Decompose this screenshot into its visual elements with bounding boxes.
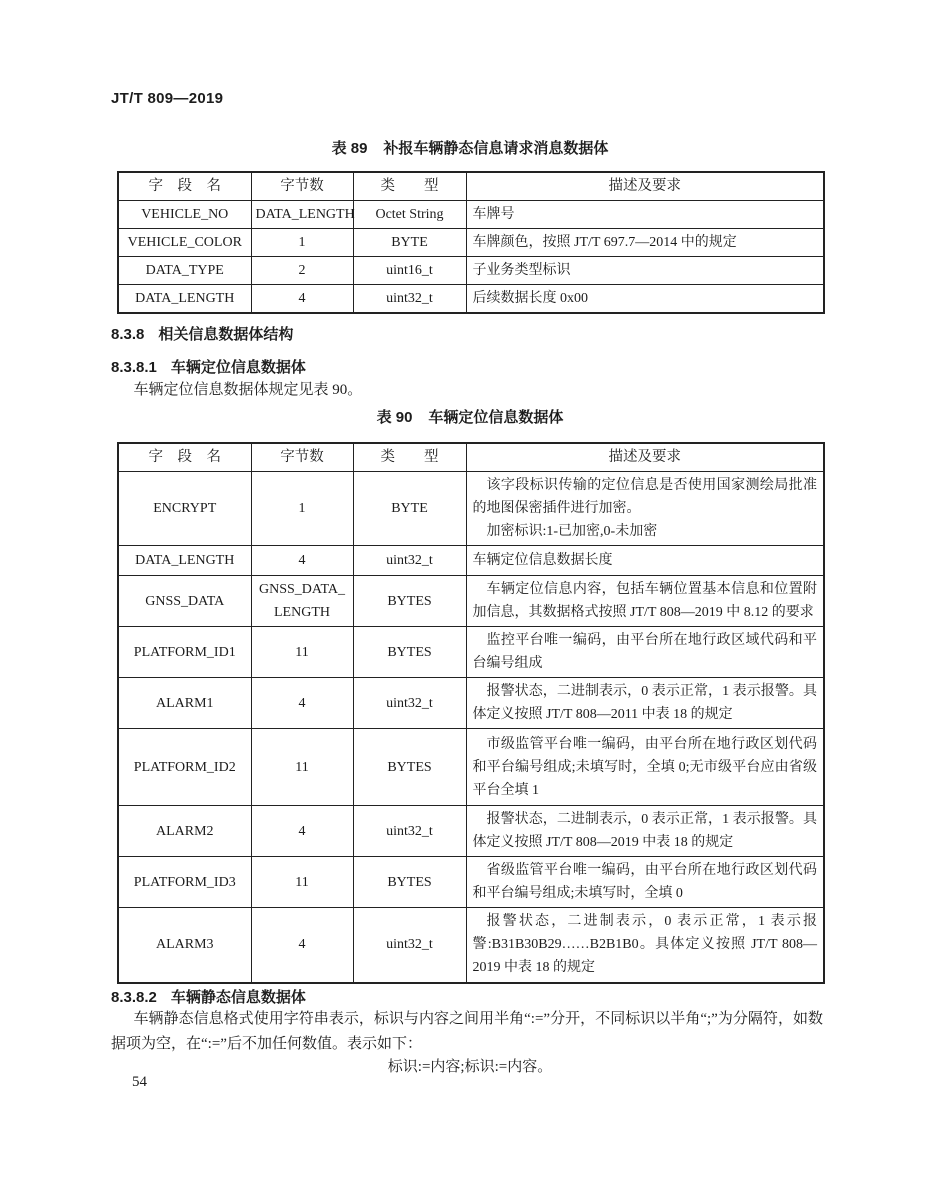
desc-text: 车牌号	[472, 207, 515, 222]
cell-desc	[466, 285, 824, 314]
cell-desc	[466, 229, 824, 257]
desc-text: 报警状态，二进制表示，0 表示正常，1 表示报警。具体定义按照 JT/T 808—2019 中表 18 的规定	[472, 812, 817, 850]
table-row	[118, 806, 824, 857]
section-heading-8381	[111, 356, 306, 377]
table-row	[118, 857, 824, 908]
header-bytes: 字节数	[251, 172, 353, 201]
header-field: 字 段 名	[118, 172, 251, 201]
cell-desc	[466, 857, 824, 908]
cell-type: BYTES	[353, 576, 466, 627]
cell-type: BYTES	[353, 627, 466, 678]
section-title: 相关信息数据体结构	[158, 326, 294, 343]
cell-bytes: 4	[251, 678, 353, 729]
header-type: 类 型	[353, 443, 466, 472]
table-row	[118, 285, 824, 314]
table-row	[118, 729, 824, 806]
cell-bytes: 4	[251, 806, 353, 857]
cell-field: PLATFORM_ID3	[118, 857, 251, 908]
cell-desc	[466, 576, 824, 627]
cell-type: BYTE	[353, 229, 466, 257]
cell-type: uint32_t	[353, 678, 466, 729]
cell-type: uint32_t	[353, 908, 466, 983]
header-desc: 描述及要求	[466, 443, 824, 472]
cell-field: ALARM2	[118, 806, 251, 857]
cell-desc	[466, 678, 824, 729]
cell-desc	[466, 627, 824, 678]
table-90-caption	[0, 406, 940, 427]
table-header-row	[118, 443, 824, 472]
section-number: 8.3.8.1	[111, 359, 157, 376]
desc-text: 车辆定位信息数据长度	[472, 553, 613, 568]
desc-text: 车辆定位信息内容，包括车辆位置基本信息和位置附加信息，其数据格式按照 JT/T 808—2019 中 8.12 的要求	[472, 582, 817, 620]
cell-field: ALARM1	[118, 678, 251, 729]
desc-text: 后续数据长度 0x00	[472, 291, 588, 306]
header-bytes: 字节数	[251, 443, 353, 472]
section-heading-838	[111, 323, 293, 344]
section-8382-body: 车辆静态信息格式使用字符串表示，标识与内容之间用半角“:=”分开，不同标识以半角“;”为分隔符，如数据项为空，在“:=”后不加任何数值。表示如下：	[111, 1011, 823, 1052]
desc-text: 车牌颜色，按照 JT/T 697.7—2014 中的规定	[472, 235, 737, 250]
cell-type: BYTE	[353, 472, 466, 546]
table-89-caption-title: 补报车辆静态信息请求消息数据体	[383, 140, 609, 157]
table-row	[118, 546, 824, 576]
header-field: 字 段 名	[118, 443, 251, 472]
section-title: 车辆定位信息数据体	[170, 359, 306, 376]
identifier-content-formula: 标识:=内容;标识:=内容。	[387, 1059, 553, 1075]
section-title: 车辆静态信息数据体	[170, 989, 306, 1006]
cell-type: uint32_t	[353, 285, 466, 314]
table-89	[117, 171, 825, 314]
cell-bytes: 11	[251, 729, 353, 806]
cell-field: PLATFORM_ID2	[118, 729, 251, 806]
cell-bytes: 1	[251, 472, 353, 546]
table-row	[118, 201, 824, 229]
desc-text: 子业务类型标识	[472, 263, 571, 278]
cell-bytes: GNSS_DATA_ LENGTH	[251, 576, 353, 627]
cell-bytes: 11	[251, 857, 353, 908]
desc-text: 报警状态，二进制表示，0 表示正常，1 表示报警。具体定义按照 JT/T 808—2011 中表 18 的规定	[472, 684, 817, 722]
desc-text: 该字段标识传输的定位信息是否使用国家测绘局批准的地图保密插件进行加密。	[472, 478, 817, 516]
table-row	[118, 678, 824, 729]
desc-text: 监控平台唯一编码，由平台所在地行政区域代码和平台编号组成	[472, 633, 817, 671]
cell-field: VEHICLE_COLOR	[118, 229, 251, 257]
cell-bytes: 2	[251, 257, 353, 285]
section-number: 8.3.8	[111, 326, 145, 343]
cell-bytes: 4	[251, 546, 353, 576]
cell-desc	[466, 201, 824, 229]
cell-field: VEHICLE_NO	[118, 201, 251, 229]
desc-text: 报警状态，二进制表示，0 表示正常，1 表示报警:B31B30B29……B2B1B0。具体定义按照 JT/T 808—2019 中表 18 的规定	[472, 914, 817, 976]
table-row	[118, 576, 824, 627]
table-row	[118, 472, 824, 546]
section-heading-8382	[111, 986, 306, 1007]
cell-field: DATA_TYPE	[118, 257, 251, 285]
table-89-caption-label: 表 89	[331, 140, 368, 157]
cell-field: GNSS_DATA	[118, 576, 251, 627]
cell-type: BYTES	[353, 729, 466, 806]
desc-text: 市级监管平台唯一编码，由平台所在地行政区划代码和平台编号组成;未填写时，全填 0;无市级平台应由省级平台全填 1	[472, 736, 817, 798]
desc-text: 加密标识:1-已加密,0-未加密	[486, 524, 658, 539]
cell-field: ALARM3	[118, 908, 251, 983]
cell-field: DATA_LENGTH	[118, 285, 251, 314]
header-type: 类 型	[353, 172, 466, 201]
cell-bytes: 4	[251, 908, 353, 983]
cell-desc	[466, 472, 824, 546]
cell-field: DATA_LENGTH	[118, 546, 251, 576]
cell-type: uint32_t	[353, 806, 466, 857]
desc-text: 省级监管平台唯一编码，由平台所在地行政区划代码和平台编号组成;未填写时，全填 0	[472, 863, 817, 901]
table-row	[118, 908, 824, 983]
cell-desc	[466, 806, 824, 857]
table-90-caption-title: 车辆定位信息数据体	[428, 409, 564, 426]
cell-type: BYTES	[353, 857, 466, 908]
cell-desc	[466, 546, 824, 576]
cell-type: uint32_t	[353, 546, 466, 576]
table-90-caption-label: 表 90	[376, 409, 413, 426]
cell-bytes: 11	[251, 627, 353, 678]
cell-desc	[466, 908, 824, 983]
page-number: 54	[132, 1074, 147, 1090]
cell-desc	[466, 729, 824, 806]
cell-bytes: DATA_LENGTH	[251, 201, 353, 229]
cell-type: uint16_t	[353, 257, 466, 285]
section-number: 8.3.8.2	[111, 989, 157, 1006]
standard-number: JT/T 809—2019	[111, 90, 224, 107]
cell-desc	[466, 257, 824, 285]
table-header-row	[118, 172, 824, 201]
cell-field: PLATFORM_ID1	[118, 627, 251, 678]
cell-bytes: 1	[251, 229, 353, 257]
table-89-caption	[0, 137, 940, 158]
cell-type: Octet String	[353, 201, 466, 229]
table-row	[118, 229, 824, 257]
header-desc: 描述及要求	[466, 172, 824, 201]
table-90	[117, 442, 825, 984]
table-row	[118, 257, 824, 285]
section-8381-body: 车辆定位信息数据体规定见表 90。	[133, 382, 363, 398]
cell-bytes: 4	[251, 285, 353, 314]
table-row	[118, 627, 824, 678]
cell-field: ENCRYPT	[118, 472, 251, 546]
